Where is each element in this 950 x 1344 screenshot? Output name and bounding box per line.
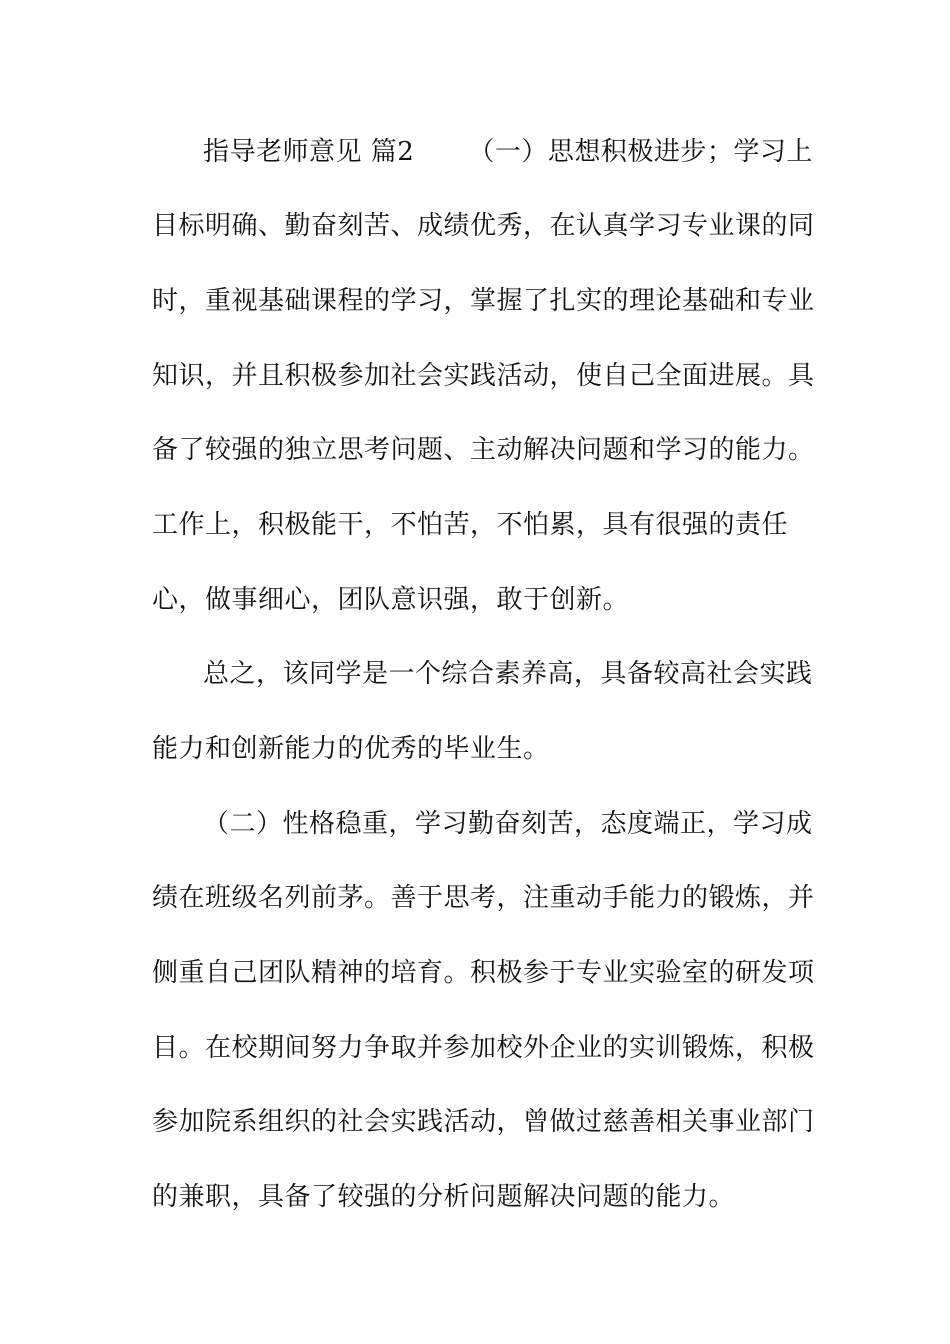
paragraph-3-line-1: （二）性格稳重，学习勤奋刻苦，态度端正，学习成 [203,809,813,839]
paragraph-3-line-6: 的兼职，具备了较强的分析问题解决问题的能力。 [152,1182,736,1212]
paragraph-3-line-2: 绩在班级名列前茅。善于思考，注重动手能力的锻炼，并 [152,883,815,913]
paragraph-1-line-3: 时，重视基础课程的学习，掌握了扎实的理论基础和专业 [152,286,815,316]
paragraph-3-line-5: 参加院系组织的社会实践活动，曾做过慈善相关事业部门 [152,1107,815,1137]
paragraph-3-line-3: 侧重自己团队精神的培育。积极参于专业实验室的研发项 [152,958,815,988]
paragraph-2-line-1: 总之，该同学是一个综合素养高，具备较高社会实践 [203,659,813,689]
paragraph-1-line-1 [203,137,863,167]
paragraph-1-line-5: 备了较强的独立思考问题、主动解决问题和学习的能力。 [152,435,815,465]
paragraph-1-line-2: 目标明确、勤奋刻苦、成绩优秀，在认真学习专业课的同 [152,211,815,241]
paragraph-1-line-7: 心，做事细心，团队意识强，敢于创新。 [152,585,630,615]
paragraph-3-line-4: 目。在校期间努力争取并参加校外企业的实训锻炼，积极 [152,1033,815,1063]
paragraph-1-line-6: 工作上，积极能干，不怕苦，不怕累，具有很强的责任 [152,510,789,540]
paragraph-1-line-1-text: （一）思想积极进步；学习上 [468,137,813,167]
document-heading: 指导老师意见 篇2 [203,137,415,167]
paragraph-1-line-4: 知识，并且积极参加社会实践活动，使自己全面进展。具 [152,361,815,391]
paragraph-2-line-2: 能力和创新能力的优秀的毕业生。 [152,734,550,764]
